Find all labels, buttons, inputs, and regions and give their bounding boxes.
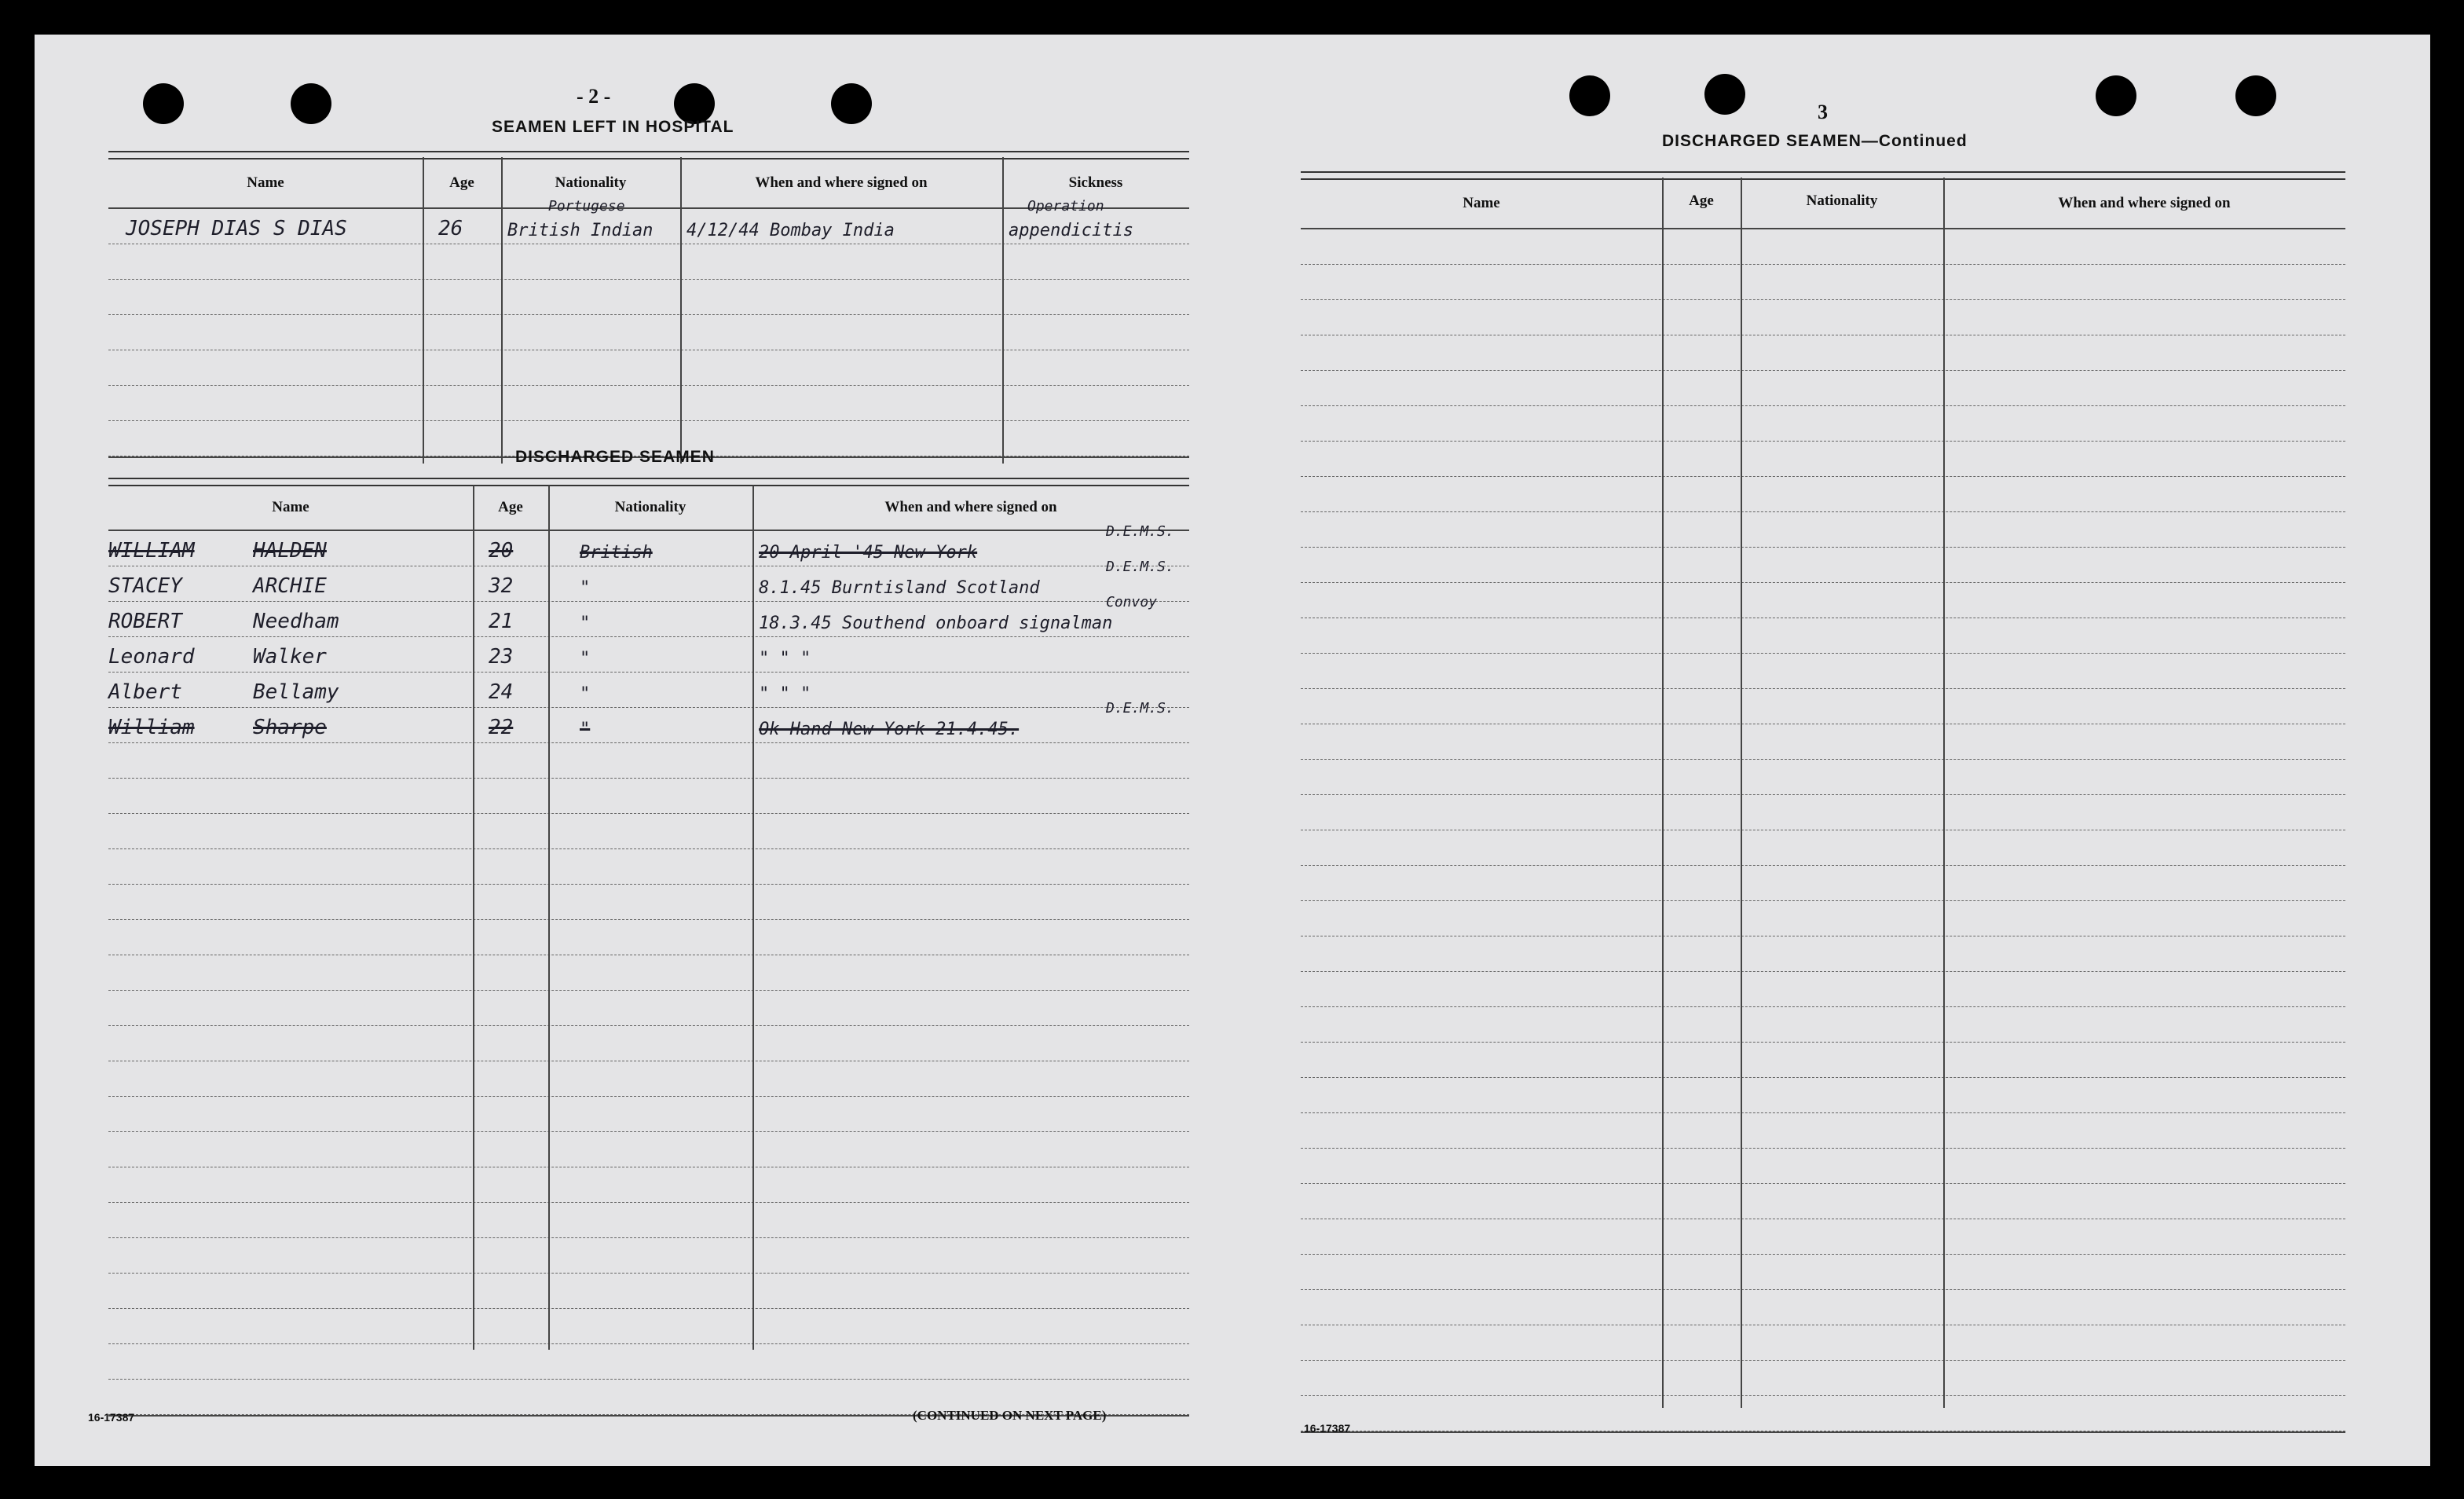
hospital-rows (108, 198, 1189, 458)
table-row (1301, 406, 2345, 442)
table-row (108, 280, 1189, 315)
punch-hole (831, 83, 872, 124)
seaman-nationality: " (580, 578, 591, 598)
header-signed-on: When and where signed on (755, 174, 928, 191)
header-age: Age (449, 174, 474, 191)
form-number: 16-17387 (88, 1411, 135, 1424)
first-name: STACEY (108, 574, 182, 598)
table-row (1301, 901, 2345, 936)
discharged-rows (108, 523, 1189, 1417)
header-name: Name (1463, 195, 1500, 211)
punch-hole (291, 83, 331, 124)
row-note: Convoy (1106, 594, 1158, 610)
seaman-nationality: " (580, 684, 591, 704)
page-number: - 2 - (577, 85, 611, 108)
table-row (1301, 795, 2345, 830)
column-divider (423, 157, 424, 464)
column-divider (680, 157, 682, 464)
table-row (108, 920, 1189, 955)
table-row (1301, 1361, 2345, 1396)
table-row (108, 1203, 1189, 1238)
column-divider (501, 157, 503, 464)
table-row (108, 743, 1189, 779)
table-row (1301, 689, 2345, 724)
table-row (108, 350, 1189, 386)
signed-on: 4/12/44 Bombay India (686, 221, 895, 240)
table-row (1301, 1255, 2345, 1290)
table-row (1301, 512, 2345, 548)
table-row (108, 849, 1189, 885)
seaman-age: 23 (489, 645, 514, 669)
seaman-nationality: " (580, 649, 591, 669)
table-row (108, 885, 1189, 920)
last-name: HALDEN (253, 539, 327, 563)
seaman-age: 20 (489, 539, 514, 563)
last-name: ARCHIE (253, 574, 327, 598)
first-name: Albert (108, 680, 182, 704)
table-row (108, 244, 1189, 280)
table-row (1301, 265, 2345, 300)
table-row (108, 1238, 1189, 1274)
first-name: WILLIAM (108, 539, 195, 563)
sickness: appendicitis (1009, 221, 1133, 240)
right-discharged-table (1301, 171, 2345, 1447)
table-row (1301, 1396, 2345, 1431)
table-row (1301, 371, 2345, 406)
table-row (1301, 1325, 2345, 1361)
punch-hole (2235, 75, 2276, 116)
table-row (1301, 335, 2345, 371)
right-page (1222, 35, 2430, 1466)
table-row (108, 1026, 1189, 1061)
punch-hole (1569, 75, 1610, 116)
table-row (108, 559, 1189, 602)
seaman-age: 21 (489, 610, 514, 633)
table-row (1301, 1149, 2345, 1184)
punch-hole (2096, 75, 2136, 116)
header-name: Name (247, 174, 284, 191)
table-row (108, 1167, 1189, 1203)
table-row (1301, 830, 2345, 866)
column-divider (473, 486, 474, 1350)
first-name: Leonard (108, 645, 195, 669)
signed-on: " " " (759, 649, 811, 669)
sickness-note: Operation (1027, 198, 1104, 214)
right-section-title: DISCHARGED SEAMEN—Continued (1662, 132, 1968, 150)
table-row (1301, 654, 2345, 689)
last-name: Sharpe (253, 716, 327, 739)
table-row (108, 1344, 1189, 1380)
seaman-age: 32 (489, 574, 514, 598)
header-nationality: Nationality (1806, 192, 1878, 209)
table-row (1301, 936, 2345, 972)
column-divider (1662, 178, 1664, 1408)
table-row (1301, 1043, 2345, 1078)
header-sickness: Sickness (1068, 174, 1123, 191)
table-row (1301, 1184, 2345, 1219)
table-row (1301, 300, 2345, 335)
table-row (1301, 1113, 2345, 1149)
table-row (1301, 1290, 2345, 1325)
header-age: Age (498, 499, 523, 515)
header-age: Age (1689, 192, 1714, 209)
right-rows (1301, 228, 2345, 1433)
signed-on: " " " (759, 684, 811, 704)
last-name: Walker (253, 645, 327, 669)
signed-on: 18.3.45 Southend onboard signalman (759, 614, 1113, 633)
table-row (108, 523, 1189, 566)
table-row (108, 198, 1189, 244)
header-signed-on: When and where signed on (2058, 195, 2231, 211)
table-row (1301, 548, 2345, 583)
seaman-name: JOSEPH DIAS S DIAS (126, 217, 347, 240)
seaman-age: 26 (438, 217, 463, 240)
header-signed-on: When and where signed on (884, 499, 1057, 515)
discharged-section-title: DISCHARGED SEAMEN (515, 448, 715, 466)
header-nationality: Nationality (614, 499, 686, 515)
table-row (108, 779, 1189, 814)
table-row (1301, 972, 2345, 1007)
punch-hole (1704, 74, 1745, 115)
table-row (1301, 866, 2345, 901)
header-nationality: Nationality (555, 174, 627, 191)
table-row (108, 594, 1189, 637)
punch-hole (143, 83, 184, 124)
column-divider (1943, 178, 1945, 1408)
column-divider (548, 486, 550, 1350)
table-row (1301, 477, 2345, 512)
header-name: Name (272, 499, 309, 515)
table-row (1301, 442, 2345, 477)
seaman-nationality: British (580, 543, 653, 563)
signed-on: Ok Hand New York 21.4.45. (759, 720, 1020, 739)
table-row (108, 700, 1189, 743)
table-row (108, 637, 1189, 673)
table-row (1301, 583, 2345, 618)
table-row (1301, 760, 2345, 795)
table-row (108, 991, 1189, 1026)
first-name: William (108, 716, 195, 739)
signed-on: 20 April '45 New York (759, 543, 978, 563)
row-note: D.E.M.S. (1106, 523, 1174, 540)
table-row (108, 1132, 1189, 1167)
form-number: 16-17387 (1304, 1422, 1351, 1435)
seaman-age: 22 (489, 716, 514, 739)
last-name: Bellamy (253, 680, 339, 704)
left-page (35, 35, 1222, 1466)
table-row (108, 1309, 1189, 1344)
column-divider (1741, 178, 1742, 1408)
table-row (108, 1274, 1189, 1309)
continued-note: (CONTINUED ON NEXT PAGE) (913, 1408, 1107, 1423)
column-divider (752, 486, 754, 1350)
first-name: ROBERT (108, 610, 182, 633)
table-row (1301, 1078, 2345, 1113)
signed-on: 8.1.45 Burntisland Scotland (759, 578, 1040, 598)
table-top-rule (108, 478, 1189, 486)
seaman-nationality: " (580, 614, 591, 633)
table-row (108, 386, 1189, 421)
row-note: D.E.M.S. (1106, 559, 1174, 575)
table-row (108, 1097, 1189, 1132)
table-row (1301, 1219, 2345, 1255)
table-row (108, 955, 1189, 991)
discharged-table (108, 478, 1189, 1430)
table-row (1301, 724, 2345, 760)
page-number: 3 (1818, 101, 1828, 123)
seaman-nationality: British Indian (507, 221, 654, 240)
table-row (108, 673, 1189, 708)
seaman-nationality: " (580, 720, 591, 739)
table-row (1301, 1007, 2345, 1043)
row-note: D.E.M.S. (1106, 700, 1174, 717)
table-row (1301, 618, 2345, 654)
column-divider (1002, 157, 1004, 464)
table-row (108, 814, 1189, 849)
last-name: Needham (253, 610, 339, 633)
hospital-section-title: SEAMEN LEFT IN HOSPITAL (492, 118, 734, 136)
hospital-table (108, 151, 1189, 464)
seaman-age: 24 (489, 680, 514, 704)
table-row (1301, 229, 2345, 265)
nationality-note: Portugese (548, 198, 625, 214)
table-row (108, 1061, 1189, 1097)
table-row (108, 315, 1189, 350)
